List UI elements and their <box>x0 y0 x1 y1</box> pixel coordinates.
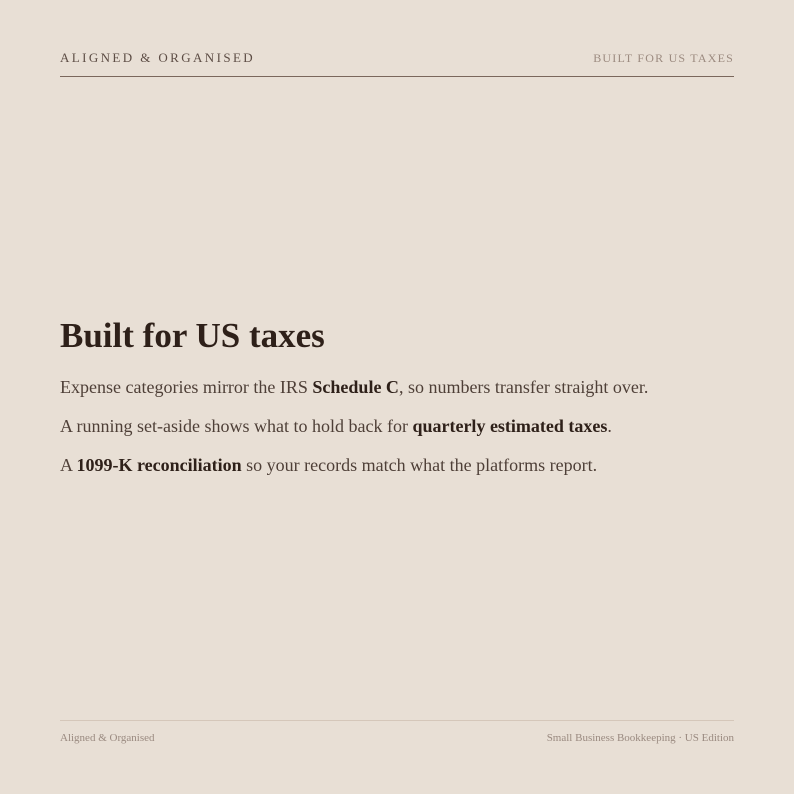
section-label: BUILT FOR US TAXES <box>593 51 734 65</box>
feature-text: A <box>60 455 77 475</box>
feature-text: so your records match what the platforms report. <box>241 455 598 475</box>
feature-text: Expense categories mirror the IRS <box>60 377 313 397</box>
feature-line-schedule-c <box>60 375 734 399</box>
feature-line-quarterly-taxes <box>60 414 734 438</box>
footer-brand: Aligned & Organised <box>60 732 155 744</box>
main-content <box>60 314 734 477</box>
brand-name: ALIGNED & ORGANISED <box>60 50 256 65</box>
page-header <box>60 50 734 77</box>
page-footer <box>60 720 734 751</box>
feature-emphasis: Schedule C <box>312 377 399 397</box>
feature-emphasis: quarterly estimated taxes <box>412 416 608 436</box>
feature-emphasis: 1099-K reconciliation <box>76 455 242 475</box>
footer-edition: Small Business Bookkeeping · US Edition <box>546 732 734 744</box>
page-title: Built for US taxes <box>60 316 325 355</box>
feature-text: , so numbers transfer straight over. <box>398 377 649 397</box>
feature-text: A running set-aside shows what to hold back for <box>60 416 413 436</box>
feature-text: . <box>607 416 612 436</box>
feature-line-1099k <box>60 453 734 477</box>
